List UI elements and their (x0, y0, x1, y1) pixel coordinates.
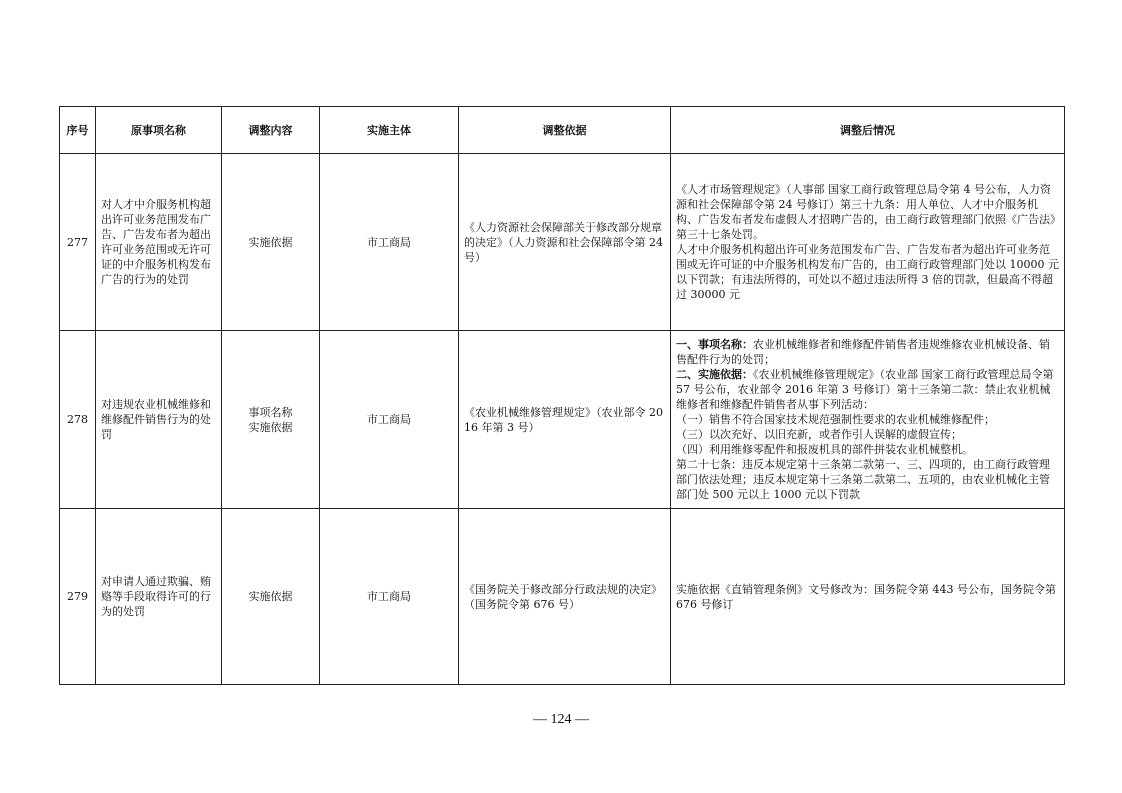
after-tail: 第二十七条：违反本规定第十三条第二款第一、三、四项的，由工商行政管理部门依法处理；违反本规定第十三条第二款第二、五项的，由农业机械化主管部门处 500 元以上 1000 元以下罚款 (676, 458, 1050, 501)
adjust-content-line: 事项名称 (248, 405, 293, 419)
row-entity: 市工商局 (320, 331, 459, 509)
table-row (60, 509, 1065, 685)
after-item-1 (676, 337, 1059, 367)
row-adjust-content (222, 331, 320, 509)
after-item-2-text: 《农业机械维修管理规定》（农业部 国家工商行政管理总局令第 57 号公布，农业部令 2016 年第 3 号修订）第十三条第二款：禁止农业机械维修者和维修配件销售者从事下列活动： (676, 368, 1054, 411)
adjust-content-line: 实施依据 (248, 420, 293, 434)
document-table (59, 106, 1065, 685)
header-adjust-content: 调整内容 (222, 107, 320, 154)
after-paragraph: 人才中介服务机构超出许可业务范围发布广告、广告发布者为超出许可业务范围或无许可证的中介服务机构发布广告的，由工商行政管理部门处以 10000 元以下罚款；有违法所得的，可处以不超过违法所得 3 倍的罚款，但最高不得超过 30000 元 (676, 243, 1059, 301)
page-number: — 124 — (533, 712, 589, 727)
after-list-item: （四）利用维修零配件和报废机具的部件拼装农业机械整机。 (676, 443, 973, 456)
header-entity: 实施主体 (320, 107, 459, 154)
header-original-name: 原事项名称 (96, 107, 222, 154)
row-after (671, 154, 1065, 331)
after-item-2 (676, 367, 1059, 412)
row-seq: 277 (60, 154, 96, 331)
row-basis: 《国务院关于修改部分行政法规的决定》（国务院令第 676 号） (459, 509, 671, 685)
row-basis: 《人力资源社会保障部关于修改部分规章的决定》（人力资源和社会保障部令第 24 号） (459, 154, 671, 331)
after-item-1-text: 农业机械维修者和维修配件销售者违规维修农业机械设备、销售配件行为的处罚； (676, 338, 1050, 366)
row-basis: 《农业机械维修管理规定》（农业部令 2016 年第 3 号） (459, 331, 671, 509)
header-basis: 调整依据 (459, 107, 671, 154)
table-row (60, 154, 1065, 331)
after-item-2-label: 二、实施依据： (676, 368, 753, 381)
row-entity: 市工商局 (320, 154, 459, 331)
table-row (60, 331, 1065, 509)
header-after: 调整后情况 (671, 107, 1065, 154)
row-original-name: 对违规农业机械维修和维修配件销售行为的处罚 (96, 331, 222, 509)
row-seq: 278 (60, 331, 96, 509)
table-header-row (60, 107, 1065, 154)
header-seq: 序号 (60, 107, 96, 154)
after-list-item: （三）以次充好、以旧充新，或者作引人误解的虚假宣传； (676, 428, 962, 441)
row-original-name: 对申请人通过欺骗、贿赂等手段取得许可的行为的处罚 (96, 509, 222, 685)
row-entity: 市工商局 (320, 509, 459, 685)
after-item-1-label: 一、事项名称： (676, 338, 753, 351)
row-original-name: 对人才中介服务机构超出许可业务范围发布广告、广告发布者为超出许可业务范围或无许可证的中介服务机构发布广告的行为的处罚 (96, 154, 222, 331)
row-adjust-content: 实施依据 (222, 154, 320, 331)
row-seq: 279 (60, 509, 96, 685)
after-paragraph: 《人才市场管理规定》（人事部 国家工商行政管理总局令第 4 号公布，人力资源和社会保障部令第 24 号修订）第三十九条：用人单位、人才中介服务机构、广告发布者发布虚假人才招聘广告的，由工商行政管理部门依照《广告法》第三十七条处罚。 (676, 183, 1056, 241)
row-after (671, 331, 1065, 509)
after-list-item: （一）销售不符合国家技术规范强制性要求的农业机械维修配件； (676, 413, 995, 426)
row-adjust-content: 实施依据 (222, 509, 320, 685)
row-after: 实施依据《直销管理条例》文号修改为：国务院令第 443 号公布，国务院令第 676 号修订 (671, 509, 1065, 685)
